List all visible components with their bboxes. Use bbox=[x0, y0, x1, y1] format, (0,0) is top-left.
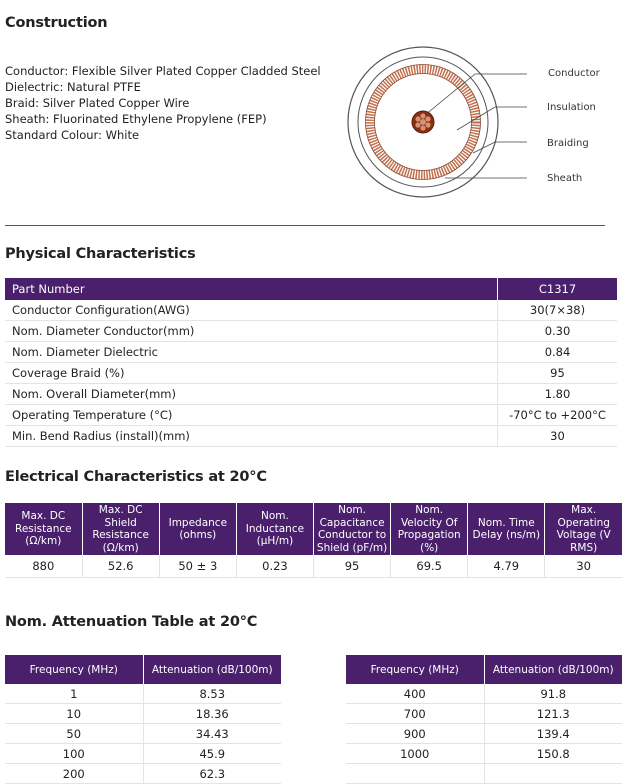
col-header-attenuation: Attenuation (dB/100m) bbox=[143, 655, 281, 684]
cell-value: 69.5 bbox=[391, 555, 468, 578]
table-row bbox=[5, 342, 617, 363]
spec-line: Conductor: Flexible Silver Plated Copper Cladded Steel bbox=[5, 64, 321, 78]
conductor-strand bbox=[415, 116, 420, 121]
attenuation-cell: 91.8 bbox=[484, 684, 622, 704]
label-conductor: Conductor bbox=[548, 68, 600, 79]
cell-value: 50 ± 3 bbox=[159, 555, 236, 578]
conductor-strand bbox=[420, 119, 426, 125]
table-row bbox=[5, 426, 617, 447]
conductor-strand bbox=[420, 113, 425, 118]
table-row bbox=[346, 724, 622, 744]
attenuation-cell: 62.3 bbox=[143, 764, 281, 784]
conductor-strand bbox=[425, 116, 430, 121]
attenuation-cell: 34.43 bbox=[143, 724, 281, 744]
table-row bbox=[5, 405, 617, 426]
table-header-row bbox=[5, 278, 617, 300]
cell-value: 95 bbox=[314, 555, 391, 578]
row-label: Min. Bend Radius (install)(mm) bbox=[5, 426, 498, 447]
table-row bbox=[5, 363, 617, 384]
row-value: 0.84 bbox=[498, 342, 618, 363]
row-value: -70°C to +200°C bbox=[498, 405, 618, 426]
table-row bbox=[346, 684, 622, 704]
table-row bbox=[5, 384, 617, 405]
construction-title: Construction bbox=[5, 15, 108, 31]
label-braiding: Braiding bbox=[547, 138, 589, 149]
label-insulation: Insulation bbox=[547, 102, 596, 113]
cell-value: 52.6 bbox=[82, 555, 159, 578]
table-row bbox=[5, 704, 281, 724]
row-value: 1.80 bbox=[498, 384, 618, 405]
cell-value: 4.79 bbox=[468, 555, 545, 578]
frequency-cell bbox=[346, 764, 484, 784]
frequency-cell: 10 bbox=[5, 704, 143, 724]
row-value: 95 bbox=[498, 363, 618, 384]
attenuation-title: Nom. Attenuation Table at 20°C bbox=[5, 614, 258, 630]
table-row bbox=[5, 684, 281, 704]
table-row bbox=[346, 744, 622, 764]
frequency-cell: 100 bbox=[5, 744, 143, 764]
col-header: Max. DC Shield Resistance (Ω/km) bbox=[82, 503, 159, 555]
table-row bbox=[346, 704, 622, 724]
frequency-cell: 700 bbox=[346, 704, 484, 724]
spec-line: Standard Colour: White bbox=[5, 128, 140, 142]
attenuation-cell: 8.53 bbox=[143, 684, 281, 704]
electrical-table bbox=[5, 503, 622, 578]
col-header: Nom. Velocity Of Propagation (%) bbox=[391, 503, 468, 555]
col-header-attenuation: Attenuation (dB/100m) bbox=[484, 655, 622, 684]
physical-title: Physical Characteristics bbox=[5, 246, 196, 262]
row-label: Nom. Diameter Dielectric bbox=[5, 342, 498, 363]
attenuation-table-right bbox=[346, 655, 622, 784]
spec-line: Sheath: Fluorinated Ethylene Propylene (FEP) bbox=[5, 112, 267, 126]
row-label: Coverage Braid (%) bbox=[5, 363, 498, 384]
section-divider bbox=[5, 225, 605, 226]
attenuation-cell bbox=[484, 764, 622, 784]
cable-cross-section-diagram bbox=[345, 45, 615, 210]
attenuation-table-left bbox=[5, 655, 281, 784]
conductor-strand bbox=[420, 125, 425, 130]
header-part-value: C1317 bbox=[498, 278, 618, 300]
attenuation-cell: 139.4 bbox=[484, 724, 622, 744]
attenuation-cell: 18.36 bbox=[143, 704, 281, 724]
attenuation-cell: 45.9 bbox=[143, 744, 281, 764]
cell-value: 0.23 bbox=[236, 555, 313, 578]
table-row bbox=[346, 764, 622, 784]
col-header: Nom. Inductance (µH/m) bbox=[236, 503, 313, 555]
table-header-row bbox=[346, 655, 622, 684]
col-header-frequency: Frequency (MHz) bbox=[346, 655, 484, 684]
row-label: Conductor Configuration(AWG) bbox=[5, 300, 498, 321]
header-part-number: Part Number bbox=[5, 278, 498, 300]
spec-line: Braid: Silver Plated Copper Wire bbox=[5, 96, 190, 110]
row-label: Operating Temperature (°C) bbox=[5, 405, 498, 426]
table-header-row bbox=[5, 655, 281, 684]
table-row bbox=[5, 555, 622, 578]
conductor-strand bbox=[425, 122, 430, 127]
frequency-cell: 400 bbox=[346, 684, 484, 704]
table-row bbox=[5, 764, 281, 784]
attenuation-cell: 121.3 bbox=[484, 704, 622, 724]
frequency-cell: 50 bbox=[5, 724, 143, 744]
conductor-strand bbox=[415, 122, 420, 127]
physical-table bbox=[5, 278, 617, 447]
frequency-cell: 900 bbox=[346, 724, 484, 744]
table-row bbox=[5, 744, 281, 764]
spec-line: Dielectric: Natural PTFE bbox=[5, 80, 141, 94]
col-header-frequency: Frequency (MHz) bbox=[5, 655, 143, 684]
row-label: Nom. Diameter Conductor(mm) bbox=[5, 321, 498, 342]
cell-value: 880 bbox=[5, 555, 82, 578]
col-header: Impedance (ohms) bbox=[159, 503, 236, 555]
row-value: 30 bbox=[498, 426, 618, 447]
col-header: Max. Operating Voltage (V RMS) bbox=[545, 503, 622, 555]
row-value: 30(7×38) bbox=[498, 300, 618, 321]
table-row bbox=[5, 724, 281, 744]
col-header: Nom. Time Delay (ns/m) bbox=[468, 503, 545, 555]
row-label: Nom. Overall Diameter(mm) bbox=[5, 384, 498, 405]
frequency-cell: 1000 bbox=[346, 744, 484, 764]
col-header: Max. DC Resistance (Ω/km) bbox=[5, 503, 82, 555]
cell-value: 30 bbox=[545, 555, 622, 578]
label-sheath: Sheath bbox=[547, 173, 583, 184]
frequency-cell: 1 bbox=[5, 684, 143, 704]
attenuation-cell: 150.8 bbox=[484, 744, 622, 764]
table-header-row bbox=[5, 503, 622, 555]
electrical-title: Electrical Characteristics at 20°C bbox=[5, 469, 267, 485]
col-header: Nom. Capacitance Conductor to Shield (pF/m) bbox=[314, 503, 391, 555]
row-value: 0.30 bbox=[498, 321, 618, 342]
table-row bbox=[5, 321, 617, 342]
table-row bbox=[5, 300, 617, 321]
construction-spec-list bbox=[5, 63, 321, 143]
frequency-cell: 200 bbox=[5, 764, 143, 784]
